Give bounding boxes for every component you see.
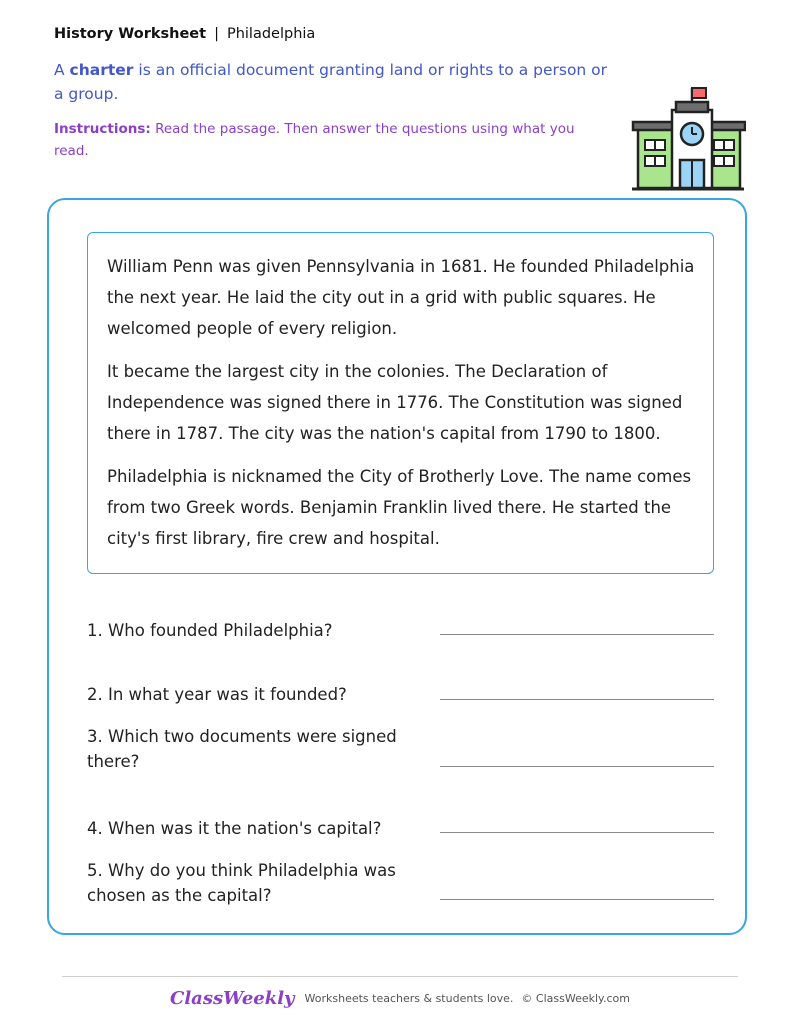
- instructions: [54, 118, 594, 162]
- answer-line-3[interactable]: [440, 766, 714, 767]
- brand-logo[interactable]: ClassWeekly: [170, 988, 295, 1009]
- definition-prefix: A: [54, 61, 65, 79]
- answer-line-1[interactable]: [440, 634, 714, 635]
- passage-paragraph: It became the largest city in the colonies. The Declaration of Independence was signed there in 1776. The Constitution was signed there in 1787. The city was the nation's capital from 1790 to 1800.: [107, 362, 683, 443]
- worksheet-header: [54, 26, 315, 42]
- question-2: 2. In what year was it founded?: [87, 685, 347, 704]
- answer-line-2[interactable]: [440, 699, 714, 700]
- definition-term: charter: [69, 61, 134, 79]
- school-building-icon: [630, 84, 746, 196]
- question-1: 1. Who founded Philadelphia?: [87, 621, 333, 640]
- footer-copyright: © ClassWeekly.com: [521, 992, 630, 1005]
- worksheet-topic: Philadelphia: [226, 26, 316, 42]
- footer-divider: [62, 976, 738, 977]
- question-4: 4. When was it the nation's capital?: [87, 819, 382, 838]
- question-5: 5. Why do you think Philadelphia was chosen as the capital?: [87, 861, 396, 905]
- vocabulary-definition: [54, 58, 614, 106]
- reading-passage: [87, 232, 714, 574]
- answer-line-4[interactable]: [440, 832, 714, 833]
- instructions-label: Instructions:: [54, 121, 151, 137]
- definition-text: is an official document granting land or rights to a person or a group.: [54, 61, 608, 103]
- instructions-text: Read the passage. Then answer the questions using what you read.: [54, 121, 575, 159]
- passage-paragraph: William Penn was given Pennsylvania in 1681. He founded Philadelphia the next year. He laid the city out in a grid with public squares. He welcomed people of every religion.: [107, 257, 695, 338]
- footer: [0, 988, 800, 1009]
- footer-tagline: Worksheets teachers & students love.: [304, 992, 514, 1005]
- answer-line-5[interactable]: [440, 899, 714, 900]
- worksheet-subject: History Worksheet: [54, 26, 207, 42]
- question-3: 3. Which two documents were signed there?: [87, 727, 397, 771]
- passage-paragraph: Philadelphia is nicknamed the City of Brotherly Love. The name comes from two Greek words. Benjamin Franklin lived there. He started the city's first library, fire crew and hospital.: [107, 467, 692, 548]
- header-separator: |: [214, 26, 219, 42]
